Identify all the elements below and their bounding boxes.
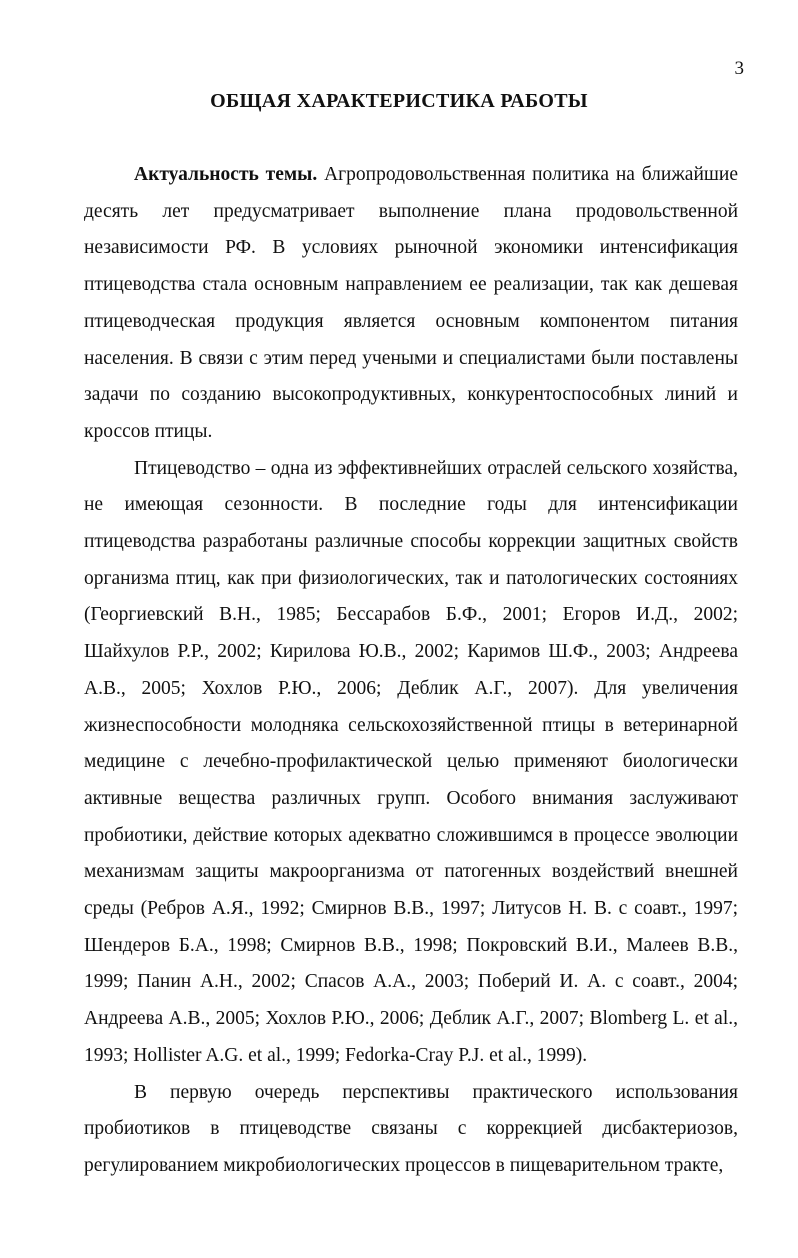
page-title: ОБЩАЯ ХАРАКТЕРИСТИКА РАБОТЫ [210, 90, 588, 112]
paragraph-poultry: Птицеводство – одна из эффективнейших отраслей сельского хозяйства, не имеющая сезонности. В последние годы для интенсификации птицеводства разработаны различные способы коррекции защитных свойств организма птиц, как при физиологических, так и патологических состояниях (Георгиевский В.Н., 1985; Бессарабов Б.Ф., 2001; Егоров И.Д., 2002; Шайхулов Р.Р., 2002; Кирилова Ю.В., 2002; Каримов Ш.Ф., 2003; Андреева А.В., 2005; Хохлов Р.Ю., 2006; Деблик А.Г., 2007). Для увеличения жизнеспособности молодняка сельскохозяйственной птицы в ветеринарной медицине с лечебно-профилактической целью применяют биологически активные вещества различных групп. Особого внимания заслуживают пробиотики, действие которых адекватно сложившимся в процессе эволюции механизмам защиты макроорганизма от патогенных воздействий внешней среды (Ребров А.Я., 1992; Смирнов В.В., 1997; Литусов Н. В. с соавт., 1997; Шендеров Б.А., 1998; Смирнов В.В., 1998; Покровский В.И., Малеев В.В., 1999; Панин А.Н., 2002; Спасов А.А., 2003; Поберий И. А. с соавт., 2004; Андреева А.В., 2005; Хохлов Р.Ю., 2006; Деблик А.Г., 2007; Blomberg L. et al., 1993; Hollister A.G. et al., 1999; Fedorka-Cray P.J. et al., 1999). [84, 457, 738, 1066]
paragraph-relevance [84, 157, 738, 451]
body-text [84, 157, 738, 1185]
paragraph-probiotics: В первую очередь перспективы практического использования пробиотиков в птицеводстве связаны с коррекцией дисбактериозов, регулированием микробиологических процессов в пищеварительном тракте, [84, 1081, 738, 1176]
page-number: 3 [734, 58, 744, 79]
paragraph-lead: Актуальность темы. [134, 164, 318, 185]
paragraph-text: Агропродовольственная политика на ближайшие десять лет предусматривает выполнение плана продовольственной независимости РФ. В условиях рыночной экономики интенсификация птицеводства стала основным направлением ее реализации, так как дешевая птицеводческая продукция является основным компонентом питания населения. В связи с этим перед учеными и специалистами были поставлены задачи по созданию высокопродуктивных, конкурентоспособных линий и кроссов птицы. [84, 164, 738, 442]
